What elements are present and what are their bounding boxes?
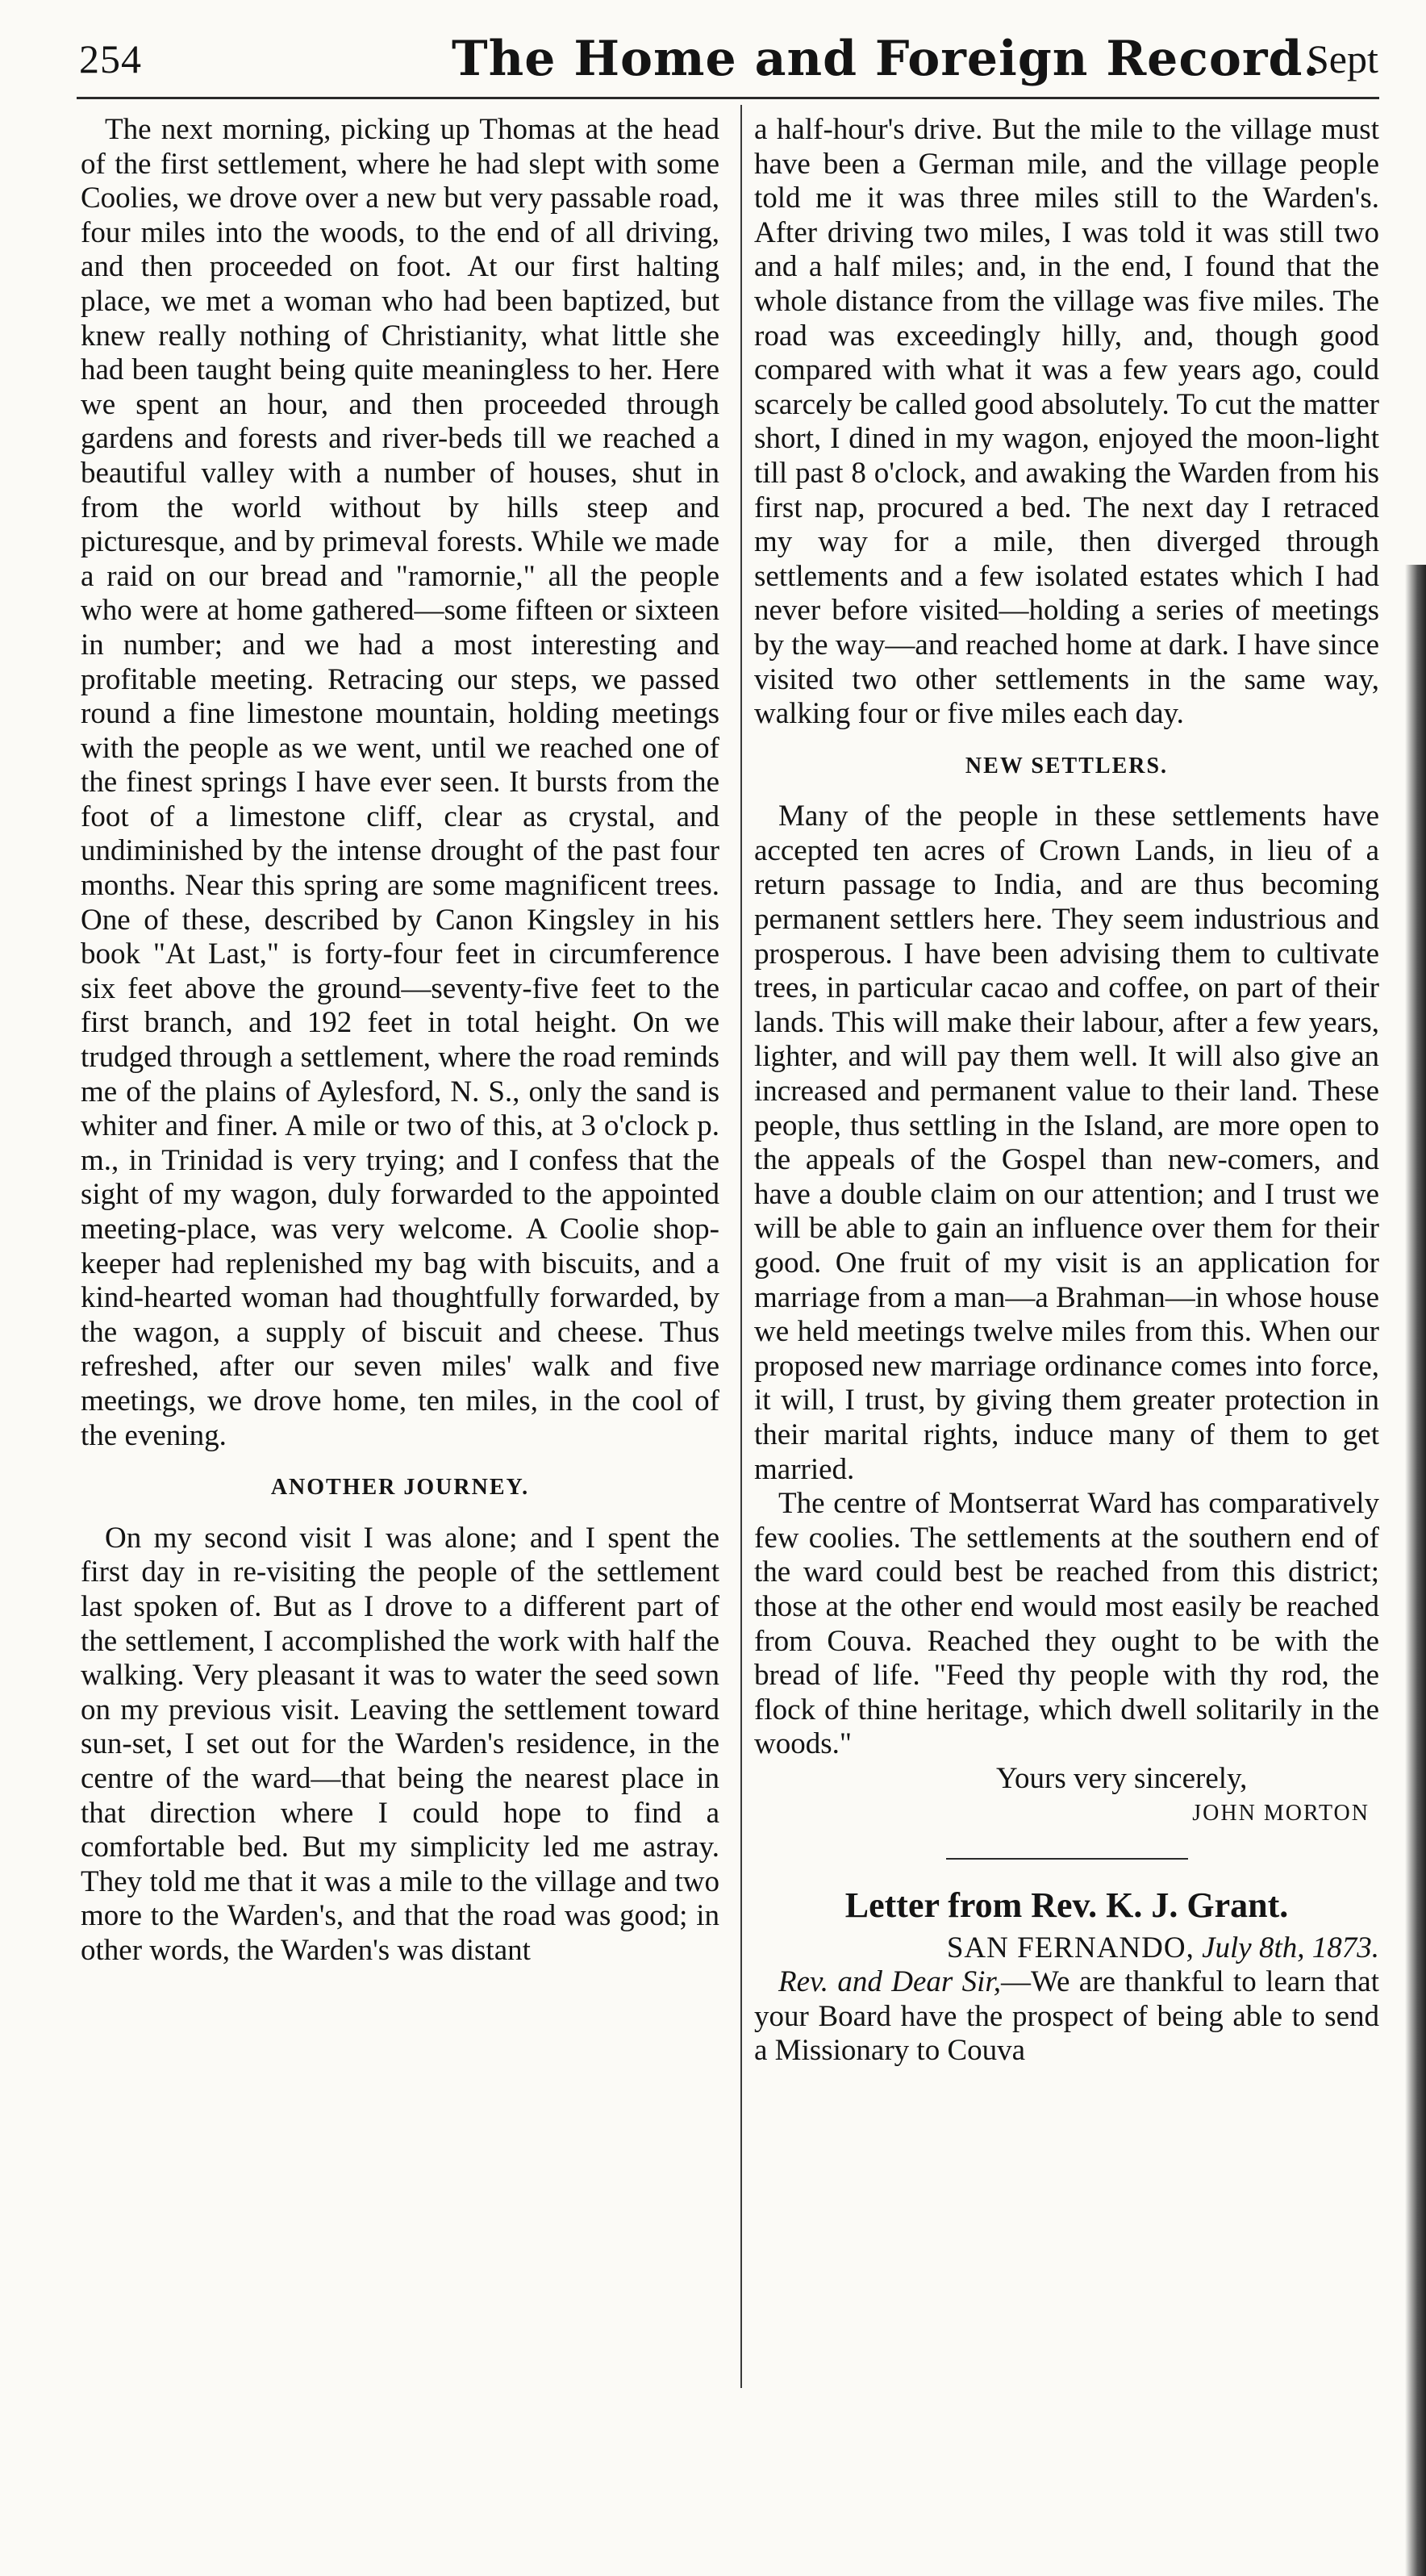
- salutation: Rev. and Dear Sir,: [778, 1965, 1001, 1999]
- letter-opening-text: —We are thankful to learn that your Board have the prospect of being able to send a Missionary to Couva: [754, 1965, 1380, 2068]
- page-header: [0, 0, 1426, 113]
- running-title: The Home and Foreign Record.: [452, 31, 1321, 87]
- page-edge-shadow: [1405, 565, 1426, 2576]
- column-divider-rule: [740, 105, 742, 2388]
- page-number: 254: [79, 36, 142, 81]
- dateline: [754, 1931, 1379, 1966]
- section-divider: [946, 1858, 1188, 1860]
- paragraph: On my second visit I was alone; and I spent the first day in re-visiting the people of the settlement last spoken of. But as I drove to a different part of the settlement, I accomplished the work with half the walking. Very pleasant it was to water the seed sown on my previous visit. Leaving the settlement toward sun-set, I set out for the Warden's residence, in the centre of the ward—that being the nearest place in that direction where I could hope to find a comfortable bed. But my simplicity led me astray. They told me that it was a mile to the village and two more to the Warden's, and that the road was good; in other words, the Warden's was distant: [81, 1521, 719, 1967]
- paragraph: Many of the people in these settlements have accepted ten acres of Crown Lands, in lieu of a return passage to India, and are thus becoming permanent settlers here. They seem industrious and prosperous. I have been advising them to cultivate trees, in particular cacao and coffee, on part of their lands. This will make their labour, after a few years, lighter, and will pay them well. It will also give an increased and permanent value to their land. These people, thus settling in the Island, are more open to the appeals of the Gospel than new-comers, and have a double claim on our attention; and I trust we will be able to gain an influence over them for their good. One fruit of my visit is an application for marriage from a man—a Brahman—in whose house we held meetings twelve miles from this. When our proposed new marriage ordinance comes into force, it will, I trust, by giving them greater protection in their marital rights, induce many of them to get married.: [754, 800, 1379, 1486]
- left-column: [81, 113, 719, 1968]
- header-rule: [77, 97, 1379, 99]
- running-month: Sept: [1307, 36, 1378, 81]
- dateline-place: SAN FERNANDO,: [946, 1931, 1195, 1964]
- letter-opening: [754, 1965, 1379, 2069]
- signature: JOHN MORTON: [1192, 1800, 1370, 1826]
- paragraph-continuation: a half-hour's drive. But the mile to the village must have been a German mile, and the village people told me it was three miles still to the Warden's. After driving two miles, I was told it was still two and a half miles; and, in the end, I found that the whole distance from the village was five miles. The road was exceedingly hilly, and, though good compared with what it was a few years ago, could scarcely be called good absolutely. To cut the matter short, I dined in my wagon, enjoyed the moon-light till past 8 o'clock, and awaking the Warden from his first nap, procured a bed. The next day I retraced my way for a mile, then diverged through settlements and a few isolated estates which I had never before visited—holding a series of meetings by the way—and reached home at dark. I have since visited two other settlements in the same way, walking four or five miles each day.: [754, 113, 1379, 731]
- section-heading-new-settlers: NEW SETTLERS.: [965, 753, 1169, 779]
- right-column: [754, 113, 1379, 2069]
- closing-line: Yours very sincerely,: [996, 1761, 1248, 1795]
- paragraph: The centre of Montserrat Ward has comparatively few coolies. The settlements at the southern end of the ward could best be reached from this district; those at the other end would most easily be reached from Couva. Reached they ought to be with the bread of life. "Feed thy people with thy rod, the flock of thine heritage, which dwell solitarily in the woods.": [754, 1487, 1379, 1761]
- dateline-date: July 8th, 1873.: [1202, 1931, 1379, 1964]
- section-heading-another-journey: ANOTHER JOURNEY.: [270, 1475, 530, 1501]
- letter-heading: Letter from Rev. K. J. Grant.: [844, 1885, 1289, 1926]
- paragraph: The next morning, picking up Thomas at the head of the first settlement, where he had slept with some Coolies, we drove over a new but very passable road, four miles into the woods, to the end of all driving, and then proceeded on foot. At our first halting place, we met a woman who had been baptized, but knew really nothing of Christianity, what little she had been taught being quite meaningless to her. Here we spent an hour, and then proceeded through gardens and forests and river-beds till we reached a beautiful valley with a number of houses, shut in from the world without by hills steep and picturesque, and by primeval forests. While we made a raid on our bread and "ramornie," all the people who were at home gathered—some fifteen or sixteen in number; and we had a most interesting and profitable meeting. Retracing our steps, we passed round a fine limestone mountain, holding meetings with the people as we went, until we reached one of the finest springs I have ever seen. It bursts from the foot of a limestone cliff, clear as crystal, and undiminished by the intense drought of the past four months. Near this spring are some magnificent trees. One of these, described by Canon Kingsley in his book "At Last," is forty-four feet in circumference six feet above the ground—seventy-five feet to the first branch, and 192 feet in total height. On we trudged through a settlement, where the road reminds me of the plains of Aylesford, N. S., only the sand is whiter and finer. A mile or two of this, at 3 o'clock p. m., in Trinidad is very trying; and I confess that the sight of my wagon, duly forwarded to the appointed meeting-place, was very welcome. A Coolie shop-keeper had replenished my bag with biscuits, and a kind-hearted woman had thoughtfully forwarded, by the wagon, a supply of biscuit and cheese. Thus refreshed, after our seven miles' walk and five meetings, we drove home, ten miles, in the cool of the evening.: [81, 113, 719, 1452]
